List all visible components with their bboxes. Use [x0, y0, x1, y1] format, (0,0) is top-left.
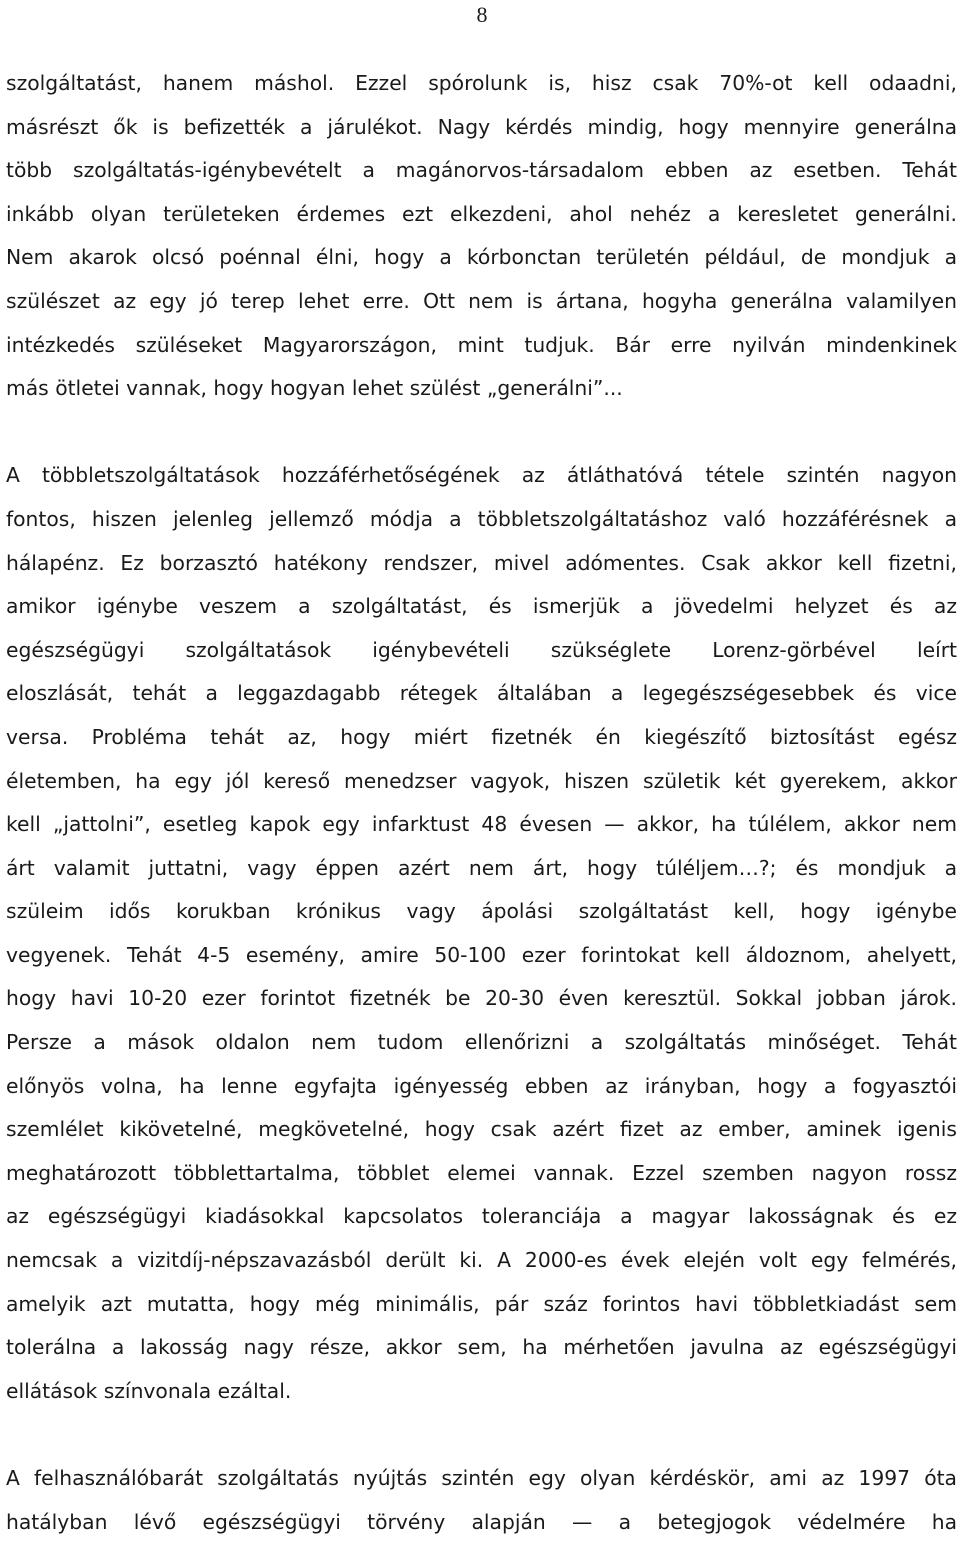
text-line: életemben, ha egy jól kereső menedzser vagyok, hiszen születik két gyerekem, akkor: [6, 768, 957, 793]
text-line: intézkedés szüléseket Magyarországon, mint tudjuk. Bár erre nyilván mindenkinek: [6, 332, 957, 357]
text-line: egészségügyi szolgáltatások igénybevételi szükséglete Lorenz-görbével leírt: [6, 637, 957, 662]
text-line: több szolgáltatás-igénybevételt a magánorvos-társadalom ebben az esetben. Tehát: [6, 158, 957, 183]
text-line: inkább olyan területeken érdemes ezt elkezdeni, ahol nehéz a keresletet generálni.: [6, 201, 957, 226]
text-line: meghatározott többlettartalma, többlet elemei vannak. Ezzel szemben nagyon rossz: [6, 1160, 957, 1185]
paragraph-1: [6, 62, 957, 411]
text-line: ellátások színvonala ezáltal.: [6, 1378, 292, 1403]
text-line: más ötletei vannak, hogy hogyan lehet szülést „generálni”...: [6, 376, 623, 401]
text-line: árt valamit juttatni, vagy éppen azért nem árt, hogy túléljem…?; és mondjuk a: [6, 855, 957, 880]
paragraph-spacer: [6, 1413, 957, 1457]
text-line: szüleim idős korukban krónikus vagy ápolási szolgáltatást kell, hogy igénybe: [6, 899, 957, 924]
text-line: nemcsak a vizitdíj-népszavazásból derült ki. A 2000-es évek elején volt egy felmérés,: [6, 1248, 957, 1273]
paragraph-3: [6, 1457, 957, 1544]
text-line: tolerálna a lakosság nagy része, akkor sem, ha mérhetően javulna az egészségügyi: [6, 1335, 957, 1360]
text-line: eloszlását, tehát a leggazdagabb rétegek általában a legegészségesebbek és vice: [6, 681, 957, 706]
text-line: amikor igénybe veszem a szolgáltatást, és ismerjük a jövedelmi helyzet és az: [6, 594, 957, 619]
text-line: szülészet az egy jó terep lehet erre. Ott nem is ártana, hogyha generálna valamilyen: [6, 288, 957, 313]
text-line: Persze a mások oldalon nem tudom ellenőrizni a szolgáltatás minőséget. Tehát: [6, 1030, 957, 1055]
text-line: hatályban lévő egészségügyi törvény alapján — a betegjogok védelmére ha: [6, 1509, 957, 1534]
text-line: fontos, hiszen jelenleg jellemző módja a többletszolgáltatáshoz való hozzáférésnek a: [6, 506, 957, 531]
text-line: másrészt ők is befizették a járulékot. Nagy kérdés mindig, hogy mennyire generálna: [6, 114, 957, 139]
text-line: szemlélet kikövetelné, megkövetelné, hogy csak azért fizet az ember, aminek igenis: [6, 1117, 957, 1142]
text-line: hálapénz. Ez borzasztó hatékony rendszer, mivel adómentes. Csak akkor kell fizetni,: [6, 550, 957, 575]
text-line: előnyös volna, ha lenne egyfajta igényesség ebben az irányban, hogy a fogyasztói: [6, 1073, 957, 1098]
document-body: [6, 62, 957, 1544]
paragraph-spacer: [6, 411, 957, 455]
text-line: szolgáltatást, hanem máshol. Ezzel spórolunk is, hisz csak 70%-ot kell odaadni,: [6, 71, 957, 95]
paragraph-2: [6, 454, 957, 1413]
page-number: 8: [476, 2, 488, 27]
text-line: versa. Probléma tehát az, hogy miért fizetnék én kiegészítő biztosítást egész: [6, 724, 957, 749]
text-line: A felhasználóbarát szolgáltatás nyújtás szintén egy olyan kérdéskör, ami az 1997 óta: [6, 1466, 957, 1490]
text-line: Nem akarok olcsó poénnal élni, hogy a kórbonctan területén például, de mondjuk a: [6, 245, 957, 270]
text-line: vegyenek. Tehát 4-5 esemény, amire 50-100 ezer forintokat kell áldoznom, ahelyett,: [6, 942, 957, 967]
text-line: hogy havi 10-20 ezer forintot fizetnék be 20-30 éven keresztül. Sokkal jobban járok.: [6, 986, 957, 1011]
text-line: amelyik azt mutatta, hogy még minimális, pár száz forintos havi többletkiadást sem: [6, 1291, 957, 1316]
text-line: A többletszolgáltatások hozzáférhetőségének az átláthatóvá tétele szintén nagyon: [6, 463, 957, 488]
text-line: kell „jattolni”, esetleg kapok egy infarktust 48 évesen — akkor, ha túlélem, akkor nem: [6, 812, 957, 837]
text-line: az egészségügyi kiadásokkal kapcsolatos toleranciája a magyar lakosságnak és ez: [6, 1204, 957, 1229]
